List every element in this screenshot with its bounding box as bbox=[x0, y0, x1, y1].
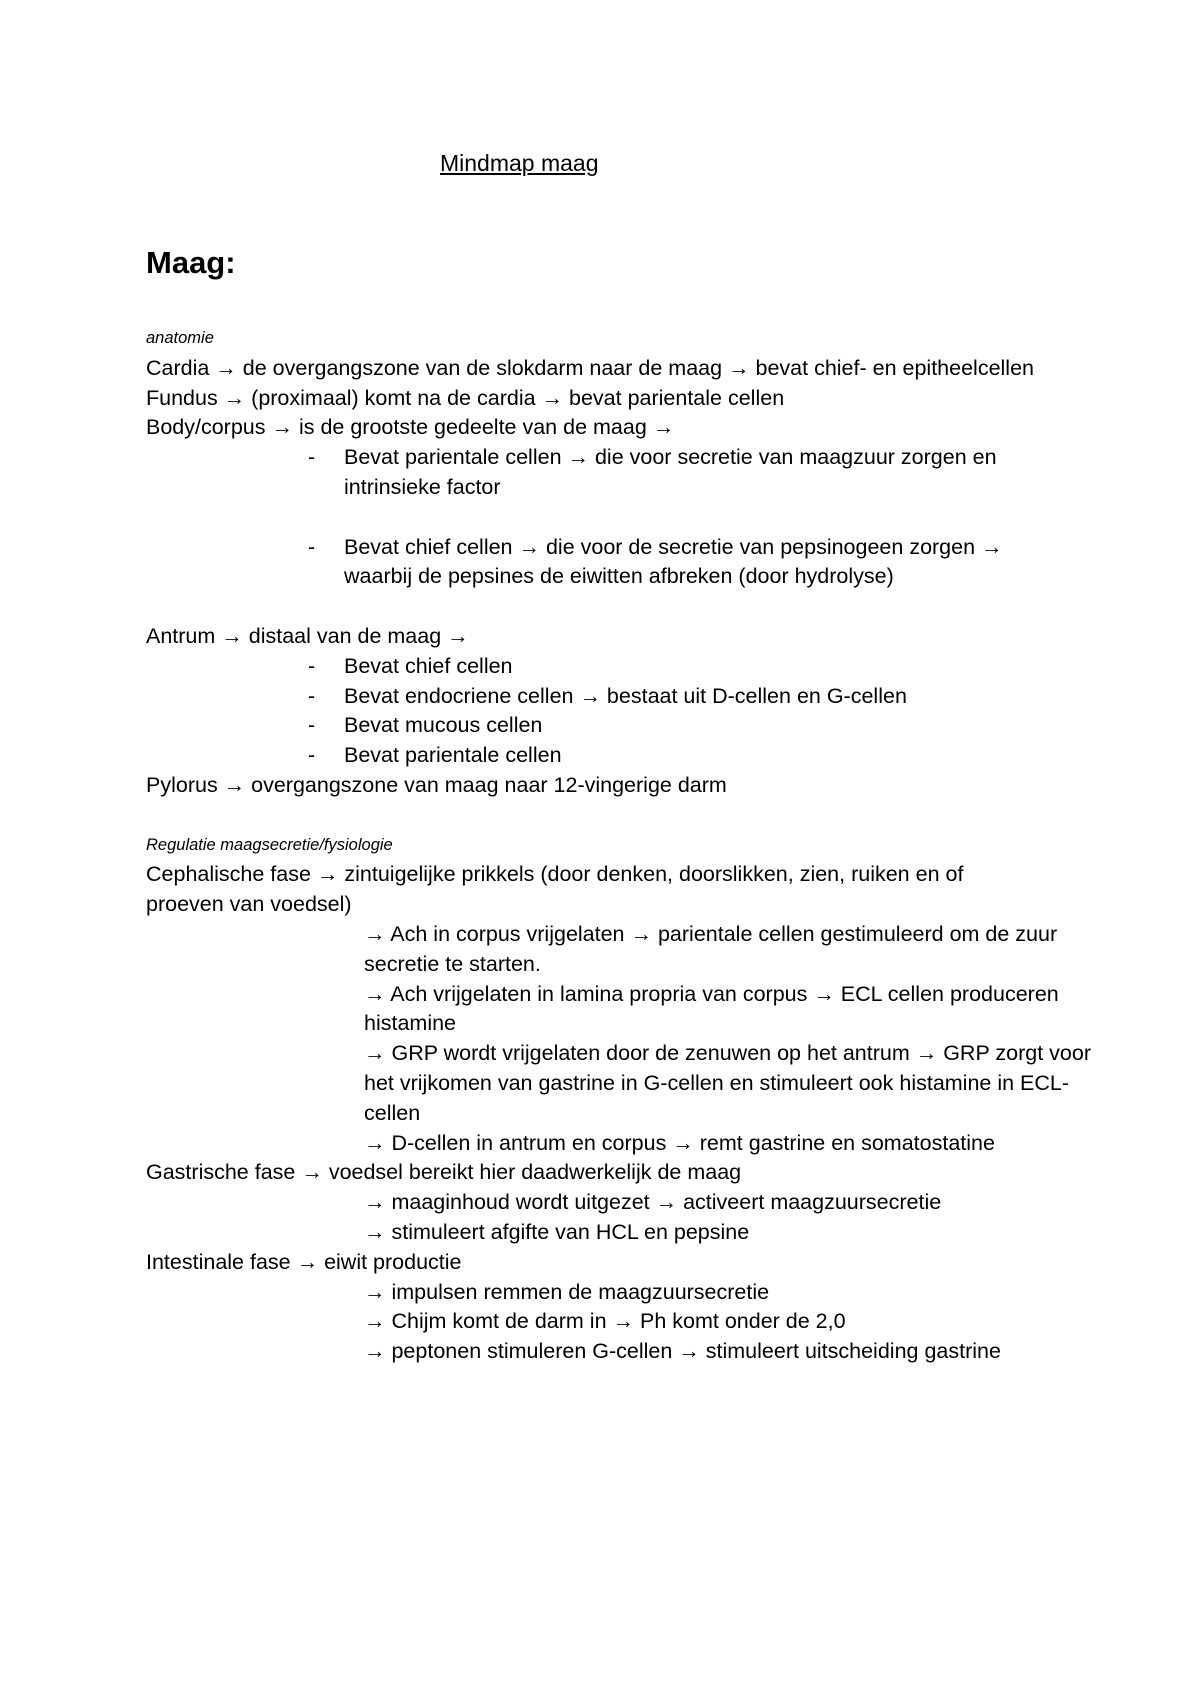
cephalic-item: → Ach vrijgelaten in lamina propria van corpus → ECL cellen produceren histamine bbox=[364, 981, 1059, 1036]
antrum-bullet bbox=[146, 682, 1156, 712]
gastric-phase-line: Gastrische fase → voedsel bereikt hier daadwerkelijk de maag bbox=[146, 1160, 742, 1185]
cephalic-item: → D-cellen in antrum en corpus → remt gastrine en somatostatine bbox=[364, 1130, 995, 1155]
intestinal-phase-line: Intestinale fase → eiwit productie bbox=[146, 1249, 462, 1274]
body-bullet bbox=[146, 533, 1156, 593]
gastric-item: → stimuleert afgifte van HCL en pepsine bbox=[364, 1219, 750, 1244]
bullet-text: Bevat parientale cellen → die voor secretie van maagzuur zorgen en intrinsieke factor bbox=[344, 445, 997, 499]
cephalic-item: → GRP wordt vrijgelaten door de zenuwen op het antrum → GRP zorgt voor het vrijkomen van gastrine in G-cellen en stimuleert ook histamine in ECL-cellen bbox=[364, 1041, 1091, 1125]
gastric-item: → maaginhoud wordt uitgezet → activeert maagzuursecretie bbox=[364, 1190, 942, 1215]
bullet-text: Bevat mucous cellen bbox=[344, 713, 543, 738]
intestinal-item: → peptonen stimuleren G-cellen → stimuleert uitscheiding gastrine bbox=[364, 1339, 1001, 1364]
bullet-dash: - bbox=[308, 683, 316, 708]
bullet-text: Bevat chief cellen bbox=[344, 653, 513, 678]
bullet-dash: - bbox=[308, 445, 316, 470]
blank-line bbox=[146, 801, 1156, 831]
body-bullet bbox=[146, 443, 1156, 503]
blank-line bbox=[146, 503, 1156, 533]
bullet-text: Bevat chief cellen → die voor de secretie van pepsinogeen zorgen → waarbij de pepsines de eiwitten afbreken (door hydrolyse) bbox=[344, 534, 1003, 589]
fundus-line: Fundus → (proximaal) komt na de cardia → bevat parientale cellen bbox=[146, 385, 785, 410]
bullet-dash: - bbox=[308, 743, 316, 768]
bullet-dash: - bbox=[308, 713, 316, 738]
anatomy-label: anatomie bbox=[146, 329, 214, 347]
antrum-bullet bbox=[146, 711, 1156, 741]
document-title: Mindmap maag bbox=[440, 150, 599, 176]
cephalic-phase-line: Cephalische fase → zintuigelijke prikkels (door denken, doorslikken, zien, ruiken en of proeven van voedsel) bbox=[146, 862, 964, 917]
body-corpus-line: Body/corpus → is de grootste gedeelte van de maag → bbox=[146, 415, 675, 440]
intestinal-item: → Chijm komt de darm in → Ph komt onder de 2,0 bbox=[364, 1309, 846, 1334]
antrum-bullet bbox=[146, 741, 1156, 771]
antrum-bullet bbox=[146, 652, 1156, 682]
bullet-dash: - bbox=[308, 534, 316, 559]
cephalic-item: → Ach in corpus vrijgelaten → parientale cellen gestimuleerd om de zuur secretie te starten. bbox=[364, 921, 1058, 976]
bullet-text: Bevat parientale cellen bbox=[344, 743, 562, 768]
regulation-label: Regulatie maagsecretie/fysiologie bbox=[146, 835, 393, 854]
antrum-line: Antrum → distaal van de maag → bbox=[146, 623, 469, 648]
bullet-text: Bevat endocriene cellen → bestaat uit D-cellen en G-cellen bbox=[344, 683, 907, 708]
intestinal-item: → impulsen remmen de maagzuursecretie bbox=[364, 1279, 770, 1304]
document-body bbox=[146, 324, 1156, 1367]
cardia-line: Cardia → de overgangszone van de slokdarm naar de maag → bevat chief- en epitheelcellen bbox=[146, 355, 1034, 380]
section-heading-maag: Maag: bbox=[146, 245, 236, 280]
blank-line bbox=[146, 592, 1156, 622]
pylorus-line: Pylorus → overgangszone van maag naar 12-vingerige darm bbox=[146, 772, 727, 797]
bullet-dash: - bbox=[308, 653, 316, 678]
